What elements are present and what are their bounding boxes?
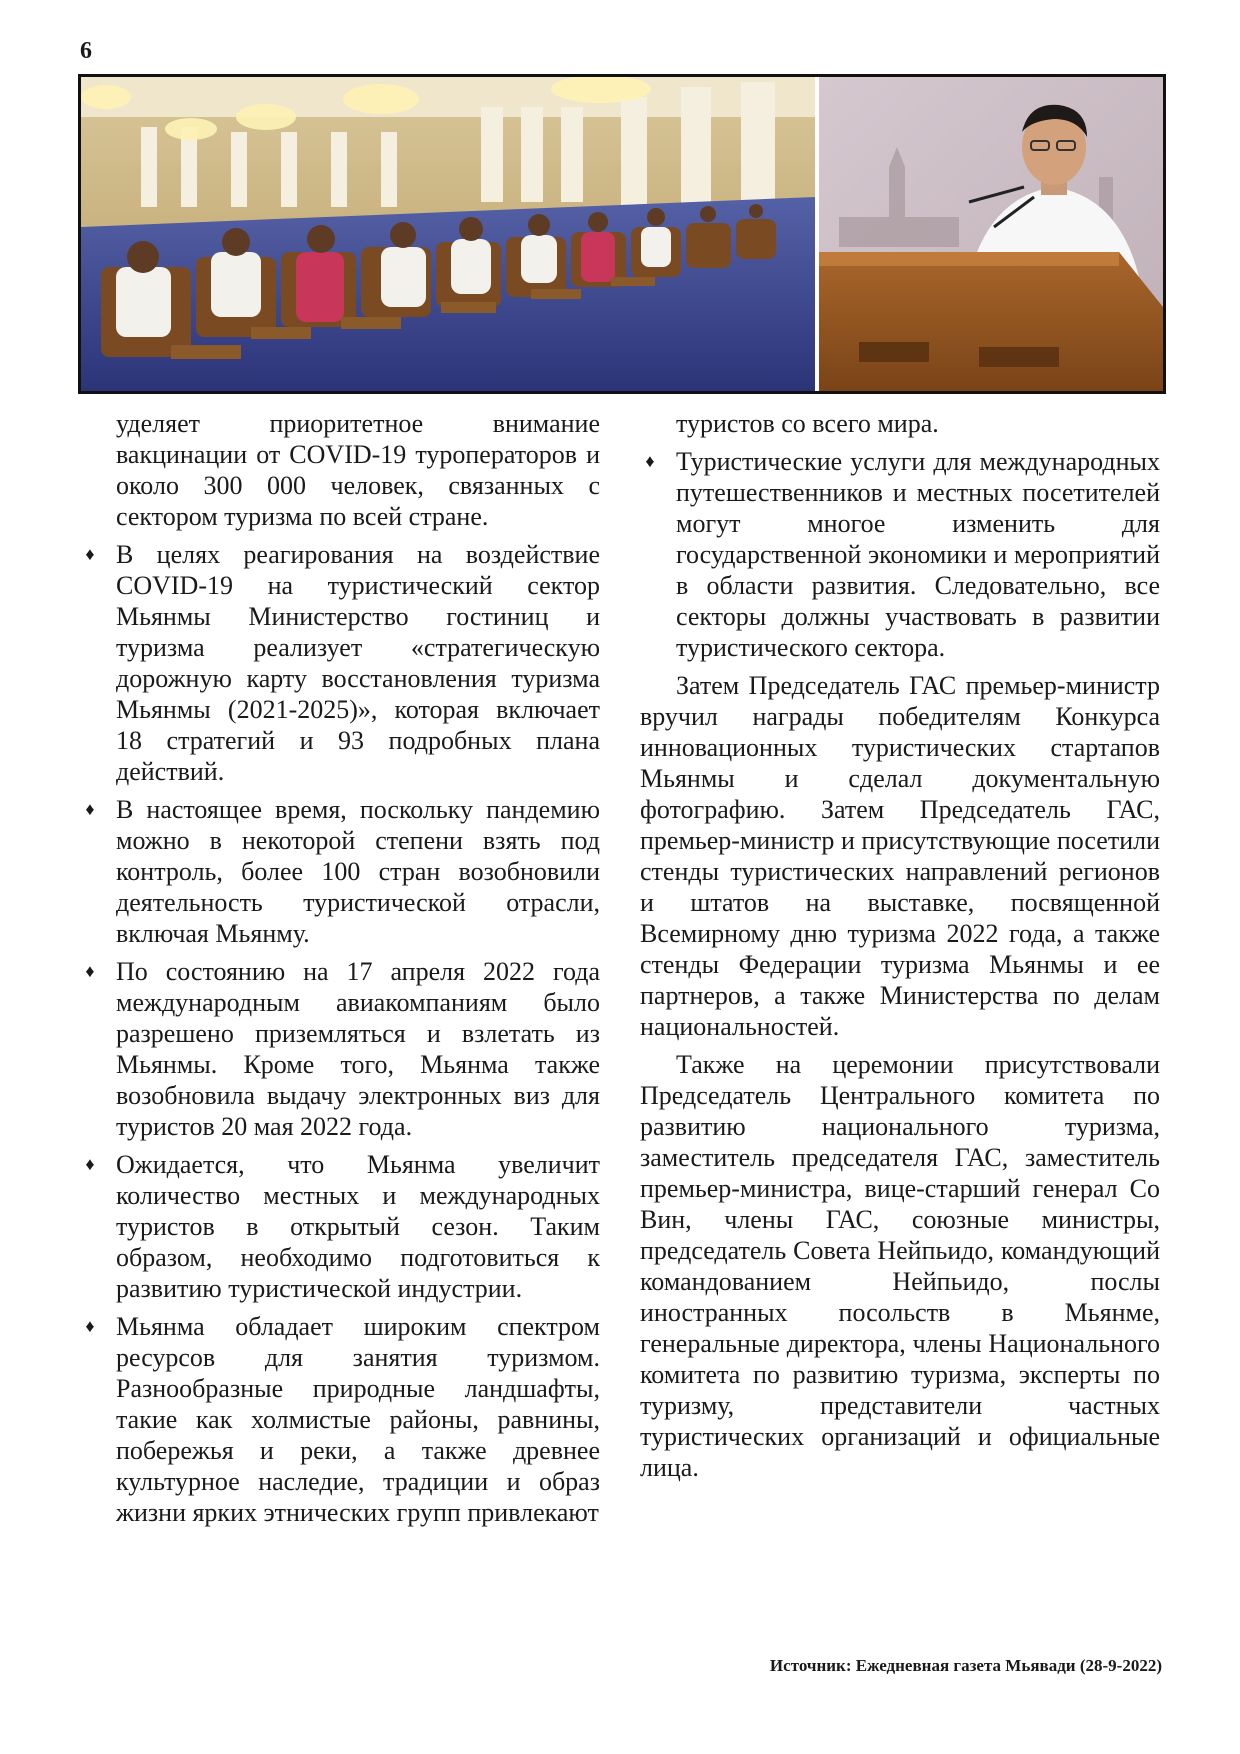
bullet-item: [80, 539, 600, 787]
bullet-text: По состоянию на 17 апреля 2022 года международным авиакомпаниям было разрешено приземляться и взлетать из Мьянмы. Кроме того, Мьянма также возобновила выдачу электронных виз для туристов 20 мая 2022 года.: [116, 957, 600, 1141]
body-paragraph: Также на церемонии присутствовали Председатель Центрального комитета по развитию национального туризма, заместитель председателя ГАС, заместитель премьер-министра, вице-старший генерал Со Вин, члены ГАС, союзные министры, председатель Совета Нейпьидо, командующий командованием Нейпьидо, послы иностранных посольств в Мьянме, генеральные директора, члены Национального комитета по развитию туризма, эксперты по туризму, представители частных туристических организаций и официальные лица.: [640, 1050, 1160, 1482]
bullet-text: В целях реагирования на воздействие COVID-19 на туристический сектор Мьянмы Министерство гостиниц и туризма реализует «стратегическую дорожную карту восстановления туризма Мьянмы (2021-2025)», которая включает 18 стратегий и 93 подробных плана действий.: [116, 540, 600, 786]
bullet-item-continued: [640, 408, 1160, 439]
bullet-text: туристов со всего мира.: [676, 409, 939, 438]
left-column: [80, 408, 600, 1535]
source-credit: Источник: Ежедневная газета Мьявади (28-9-2022): [769, 1656, 1162, 1675]
diamond-bullet-icon: ♦: [85, 799, 95, 819]
bullet-item: [80, 1311, 600, 1528]
bullet-text: Ожидается, что Мьянма увеличит количество местных и международных туристов в открытый сезон. Таким образом, необходимо подготовиться к развитию туристической индустрии.: [116, 1150, 600, 1303]
speaker-illustration: [819, 77, 1163, 391]
conference-hall-illustration: [81, 77, 815, 391]
diamond-bullet-icon: ♦: [85, 1154, 95, 1174]
diamond-bullet-icon: ♦: [85, 1316, 95, 1336]
bullet-text: Мьянма обладает широким спектром ресурсов для занятия туризмом. Разнообразные природные ландшафты, такие как холмистые районы, равнины, побережья и реки, а также древнее культурное наследие, традиции и образ жизни ярких этнических групп привлекают: [116, 1312, 600, 1527]
bullet-item: [640, 446, 1160, 663]
bullet-text: уделяет приоритетное внимание вакцинации от COVID-19 туроператоров и около 300 000 человек, связанных с сектором туризма по всей стране.: [116, 409, 600, 531]
body-paragraph: Затем Председатель ГАС премьер-министр вручил награды победителям Конкурса инновационных туристических стартапов Мьянмы и сделал документальную фотографию. Затем Председатель ГАС, премьер-министр и присутствующие посетили стенды туристических направлений регионов и штатов на выставке, посвященной Всемирному дню туризма 2022 года, а также стенды Федерации туризма Мьянмы и ее партнеров, а также Министерства по делам национальностей.: [640, 671, 1160, 1041]
bullet-text: В настоящее время, поскольку пандемию можно в некоторой степени взять под контроль, более 100 стран возобновили деятельность туристической отрасли, включая Мьянму.: [116, 795, 600, 948]
right-column: [640, 408, 1160, 1490]
diamond-bullet-icon: ♦: [645, 451, 655, 471]
photo-strip: [78, 74, 1166, 394]
bullet-text: Туристические услуги для международных путешественников и местных посетителей могут многое изменить для государственной экономики и мероприятий в области развития. Следовательно, все секторы должны участвовать в развитии туристического сектора.: [676, 447, 1160, 662]
page-number: 6: [80, 38, 92, 64]
bullet-item: [80, 794, 600, 949]
diamond-bullet-icon: ♦: [85, 544, 95, 564]
bullet-item: [80, 1149, 600, 1304]
bullet-item: [80, 956, 600, 1142]
conference-hall-photo: [81, 77, 819, 391]
bullet-item-continued: [80, 408, 600, 532]
diamond-bullet-icon: ♦: [85, 961, 95, 981]
speaker-photo: [819, 77, 1163, 391]
